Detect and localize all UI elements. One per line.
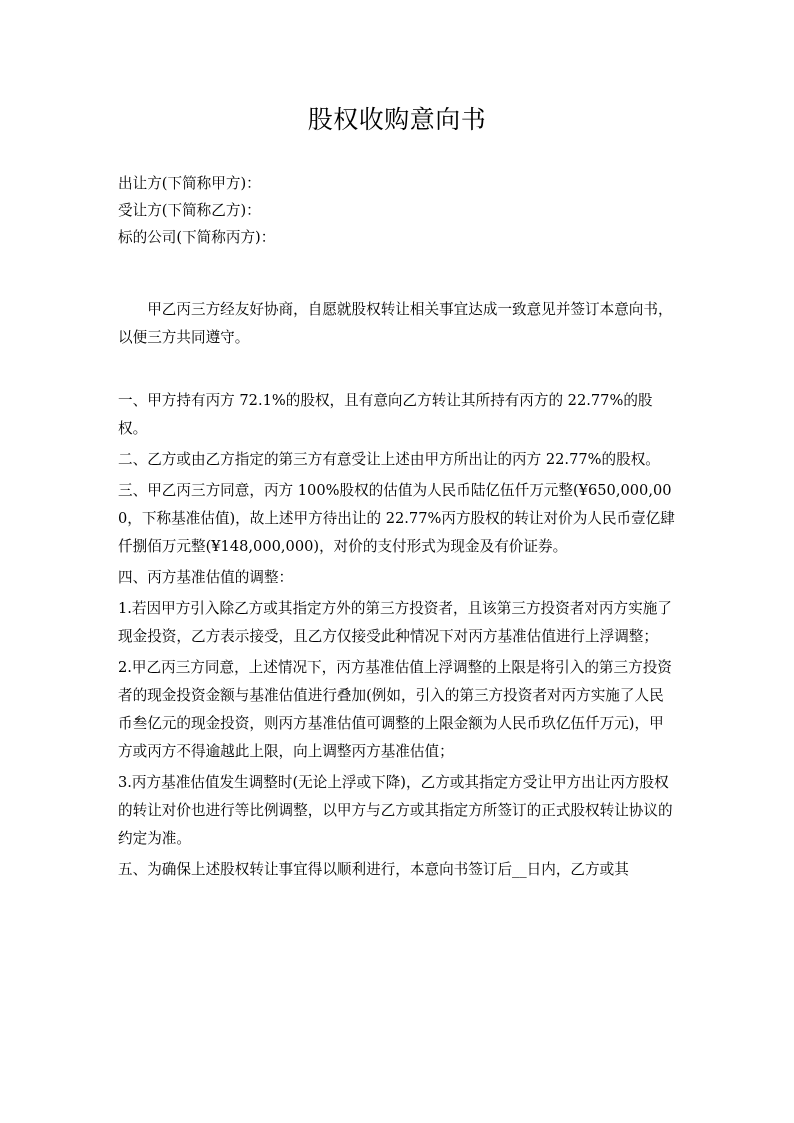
party-target-company: 标的公司(下简称丙方)： bbox=[118, 229, 276, 246]
clause-4-item-2: 2.甲乙丙三方同意，上述情况下，丙方基准估值上浮调整的上限是将引入的第三方投资者的现金投资金额与基准估值进行叠加(例如，引入的第三方投资者对丙方实施了人民币叁亿元的现金投资，则丙方基准估值可调整的上限金额为人民币玖亿伍仟万元)，甲方或丙方不得逾越此上限，向上调整丙方基准估值； bbox=[118, 659, 672, 760]
parties-block bbox=[118, 170, 676, 251]
intro-paragraph: 甲乙丙三方经友好协商，自愿就股权转让相关事宜达成一致意见并签订本意向书，以便三方共同遵守。 bbox=[118, 301, 673, 346]
clause-4-item-3: 3.丙方基准估值发生调整时(无论上浮或下降)，乙方或其指定方受让甲方出让丙方股权的转让对价也进行等比例调整，以甲方与乙方或其指定方所签订的正式股权转让协议的约定为准。 bbox=[118, 774, 673, 847]
document-title: 股权收购意向书 bbox=[307, 105, 487, 134]
party-transferor: 出让方(下简称甲方)： bbox=[118, 175, 261, 192]
clauses-block bbox=[118, 387, 676, 884]
clause-4-item-1: 1.若因甲方引入除乙方或其指定方外的第三方投资者，且该第三方投资者对丙方实施了现金投资，乙方表示接受，且乙方仅接受此种情况下对丙方基准估值进行上浮调整； bbox=[118, 600, 672, 645]
clause-5: 五、为确保上述股权转让事宜得以顺利进行，本意向书签订后__日内，乙方或其 bbox=[118, 861, 629, 878]
clause-4-heading: 四、丙方基准估值的调整： bbox=[118, 569, 294, 586]
clause-3: 三、甲乙丙三方同意，丙方 100%股权的估值为人民币陆亿伍仟万元整(¥650,000,000，下称基准估值)，故上述甲方待出让的 22.77%丙方股权的转让对价为人民币壹亿肆仟捌佰万元整(¥148,000,000)，对价的支付形式为现金及有价证券。 bbox=[118, 482, 675, 555]
party-transferee: 受让方(下简称乙方)： bbox=[118, 202, 261, 219]
clause-1: 一、甲方持有丙方 72.1%的股权，且有意向乙方转让其所持有丙方的 22.77%的股权。 bbox=[118, 392, 653, 437]
clause-2: 二、乙方或由乙方指定的第三方有意受让上述由甲方所出让的丙方 22.77%的股权。 bbox=[118, 451, 660, 468]
